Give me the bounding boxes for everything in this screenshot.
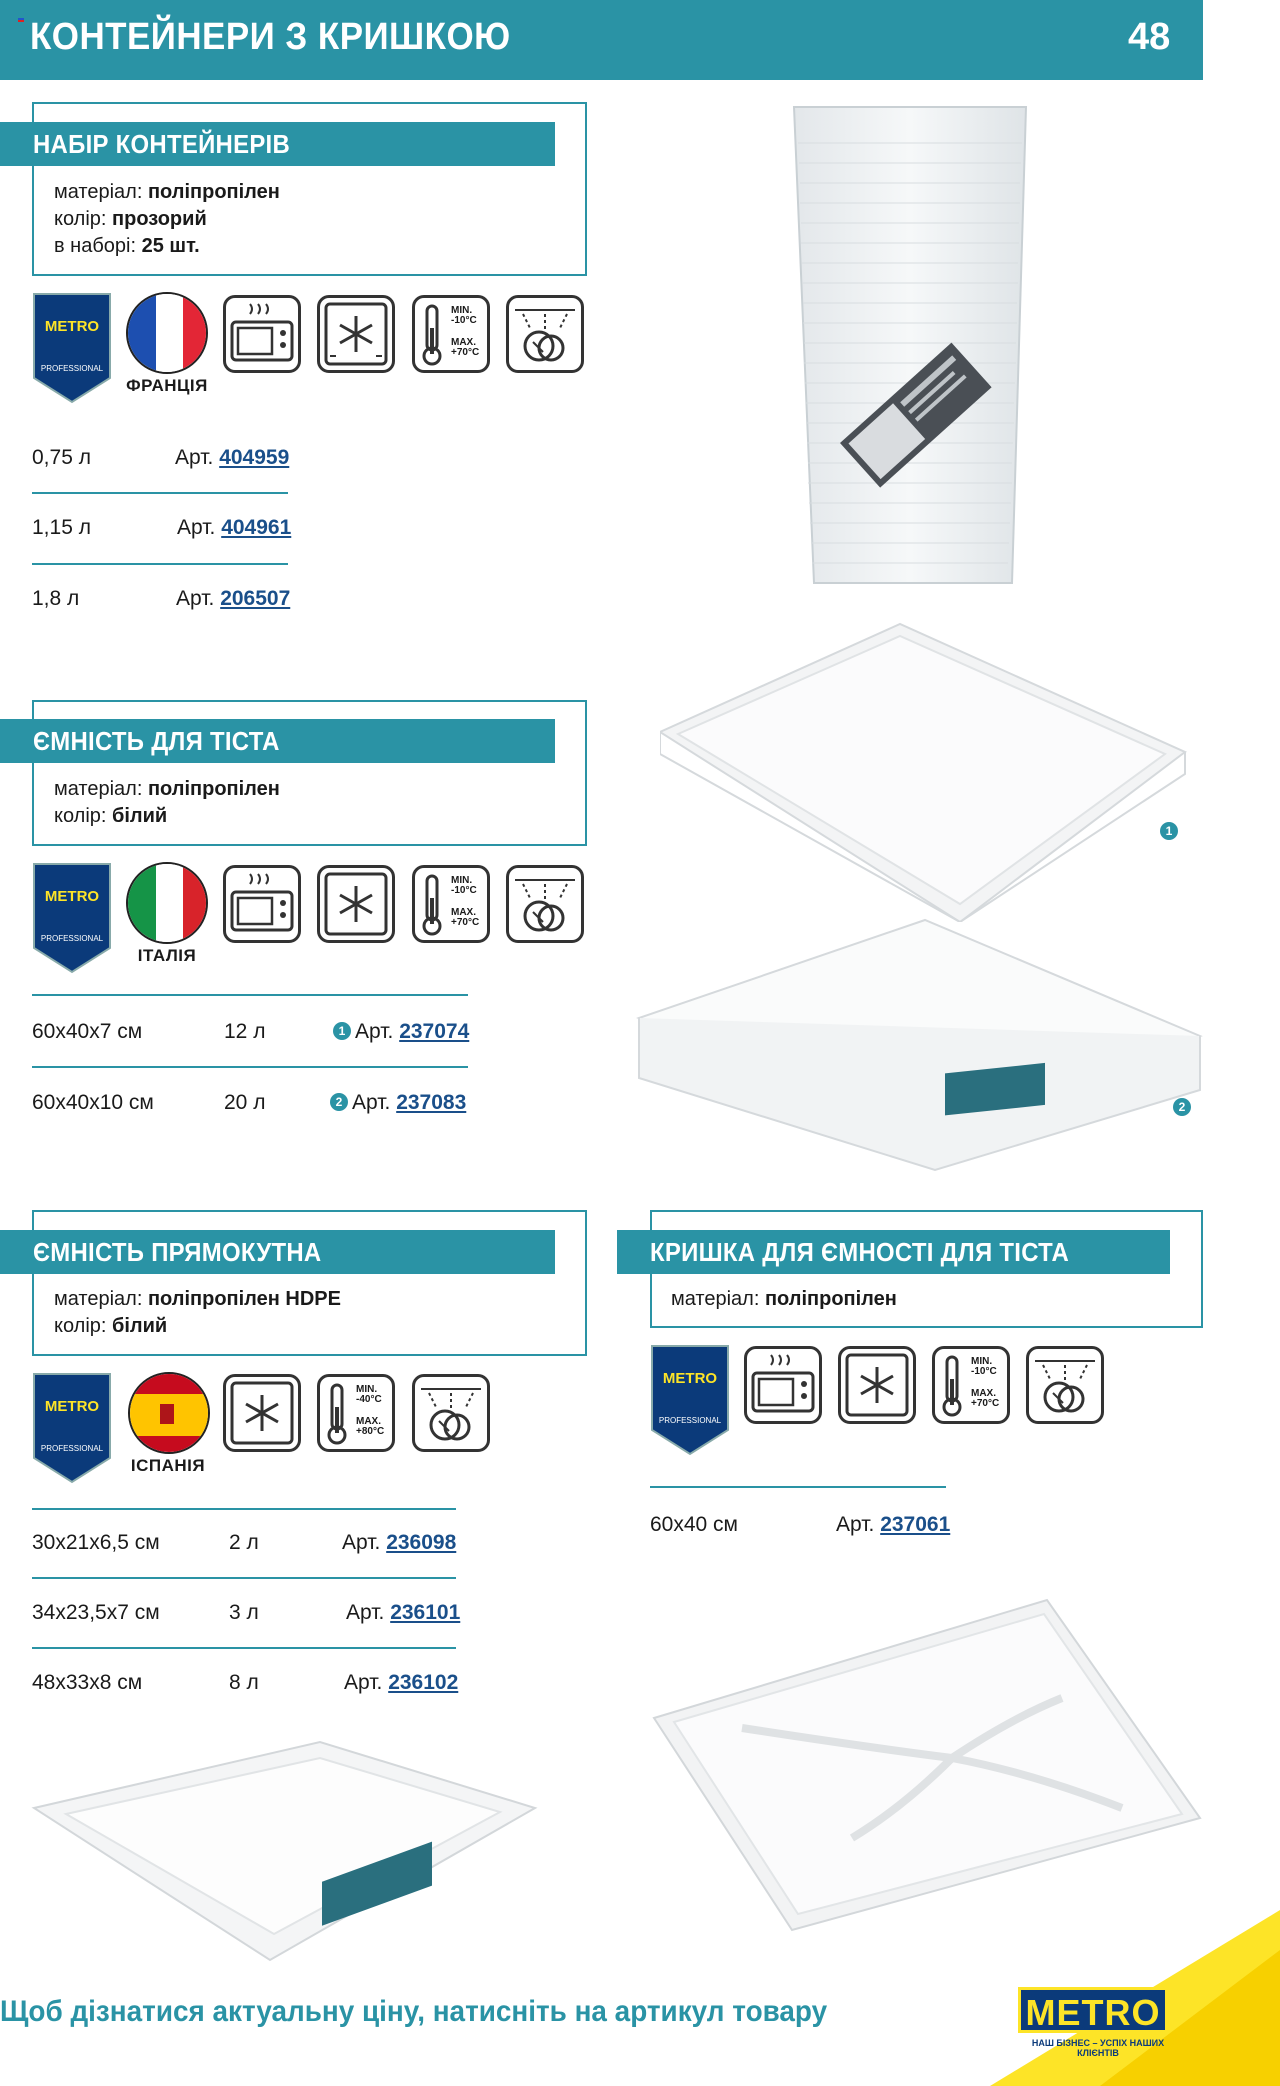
row-size: 48х33х8 см: [32, 1671, 143, 1694]
thermometer-icon: [317, 1374, 395, 1452]
containers-stack-image: [790, 103, 1030, 593]
footer-cta: Щоб дізнатися актуальну ціну, натисніть на артикул товару: [0, 1995, 828, 2028]
professional-label: PROFESSIONAL: [40, 364, 104, 373]
spec-list: матеріал: поліпропілен колір: білий: [54, 778, 280, 827]
section-title: ЄМНІСТЬ ПРЯМОКУТНА: [0, 1230, 555, 1274]
metro-professional-badge: [32, 1372, 112, 1484]
spec-list: матеріал: поліпропілен: [671, 1288, 897, 1310]
thermometer-icon: [932, 1346, 1010, 1424]
spec-list: матеріал: поліпропілен колір: прозорий в наборі: 25 шт.: [54, 181, 280, 257]
max-temp: MAX. +80°C: [356, 1416, 385, 1437]
article-link[interactable]: Арт. 404959: [175, 446, 290, 469]
row-divider: [32, 1508, 456, 1510]
marker-2: 2: [1173, 1098, 1191, 1116]
row-size: 34х23,5х7 см: [32, 1601, 160, 1624]
professional-label: PROFESSIONAL: [40, 1444, 104, 1453]
section-title: КРИШКА ДЛЯ ЄМНОСТІ ДЛЯ ТІСТА: [617, 1230, 1170, 1274]
metro-label: METRO: [44, 1398, 100, 1415]
dishwasher-icon: [506, 865, 584, 943]
professional-label: PROFESSIONAL: [658, 1416, 722, 1425]
article-link[interactable]: Арт. 236098: [342, 1531, 457, 1554]
row-divider: [32, 1647, 456, 1649]
freezer-icon: [838, 1346, 916, 1424]
france-flag-icon: [126, 292, 208, 374]
row-volume: 3 л: [229, 1601, 259, 1624]
page-title: КОНТЕЙНЕРИ З КРИШКОЮ: [30, 16, 511, 58]
dishwasher-icon: [412, 1374, 490, 1452]
freezer-icon: [223, 1374, 301, 1452]
section-title: ЄМНІСТЬ ДЛЯ ТІСТА: [0, 719, 555, 763]
marker-1: 1: [1160, 822, 1178, 840]
flag-icon: [18, 18, 24, 22]
rectangular-tray-image: [30, 1738, 540, 1963]
metro-label: METRO: [44, 888, 100, 905]
min-temp: MIN. -10°C: [971, 1356, 997, 1377]
microwave-icon: [744, 1346, 822, 1424]
row-volume: 8 л: [229, 1671, 259, 1694]
page-number: 48: [1128, 16, 1171, 58]
dough-tray-deep-image: [635, 918, 1205, 1178]
row-divider: [650, 1486, 946, 1488]
row-size: 60х40 см: [650, 1513, 738, 1536]
article-link[interactable]: 1 Арт. 237074: [333, 1020, 469, 1044]
metro-tagline: НАШ БІЗНЕС – УСПІХ НАШИХ КЛІЄНТІВ: [1031, 2038, 1165, 2058]
metro-logo: METRO: [1018, 1987, 1168, 2033]
dishwasher-icon: [506, 295, 584, 373]
freezer-icon: [317, 865, 395, 943]
min-temp: MIN. -10°C: [451, 305, 477, 326]
article-link[interactable]: Арт. 206507: [176, 587, 291, 610]
row-volume: 12 л: [224, 1020, 266, 1043]
metro-label: METRO: [44, 318, 100, 335]
row-volume: 2 л: [229, 1531, 259, 1554]
row-divider: [32, 1577, 456, 1579]
row-volume: 20 л: [224, 1091, 266, 1114]
article-link[interactable]: Арт. 237061: [836, 1513, 951, 1536]
professional-label: PROFESSIONAL: [40, 934, 104, 943]
article-link[interactable]: Арт. 236102: [344, 1671, 459, 1694]
dishwasher-icon: [1026, 1346, 1104, 1424]
row-divider: [32, 994, 468, 996]
country-label: ІТАЛІЯ: [137, 946, 197, 965]
row-size: 60х40х7 см: [32, 1020, 143, 1043]
row-divider: [32, 492, 288, 494]
metro-professional-badge: [32, 292, 112, 404]
min-temp: MIN. -40°C: [356, 1384, 382, 1405]
row-size: 1,8 л: [32, 587, 80, 610]
country-label: ФРАНЦІЯ: [126, 376, 208, 395]
freezer-icon: [317, 295, 395, 373]
lid-image: [652, 1598, 1202, 1933]
max-temp: MAX. +70°C: [451, 337, 480, 358]
spec-list: матеріал: поліпропілен HDPE колір: білий: [54, 1288, 341, 1337]
microwave-icon: [223, 865, 301, 943]
dough-tray-image: [660, 622, 1200, 922]
thermometer-icon: [412, 865, 490, 943]
article-link[interactable]: Арт. 236101: [346, 1601, 461, 1624]
thermometer-icon: [412, 295, 490, 373]
row-size: 1,15 л: [32, 516, 91, 539]
row-size: 60х40х10 см: [32, 1091, 154, 1114]
max-temp: MAX. +70°C: [971, 1388, 1000, 1409]
spain-flag-icon: [128, 1372, 210, 1454]
row-size: 0,75 л: [32, 446, 91, 469]
min-temp: MIN. -10°C: [451, 875, 477, 896]
italy-flag-icon: [126, 862, 208, 944]
country-label: ІСПАНІЯ: [130, 1456, 206, 1475]
max-temp: MAX. +70°C: [451, 907, 480, 928]
row-divider: [32, 1066, 468, 1068]
row-size: 30х21х6,5 см: [32, 1531, 160, 1554]
metro-professional-badge: [650, 1344, 730, 1456]
microwave-icon: [223, 295, 301, 373]
row-divider: [32, 563, 288, 565]
metro-label: METRO: [662, 1370, 718, 1387]
section-title: НАБІР КОНТЕЙНЕРІВ: [0, 122, 555, 166]
metro-professional-badge: [32, 862, 112, 974]
article-link[interactable]: 2 Арт. 237083: [330, 1091, 466, 1115]
article-link[interactable]: Арт. 404961: [177, 516, 292, 539]
